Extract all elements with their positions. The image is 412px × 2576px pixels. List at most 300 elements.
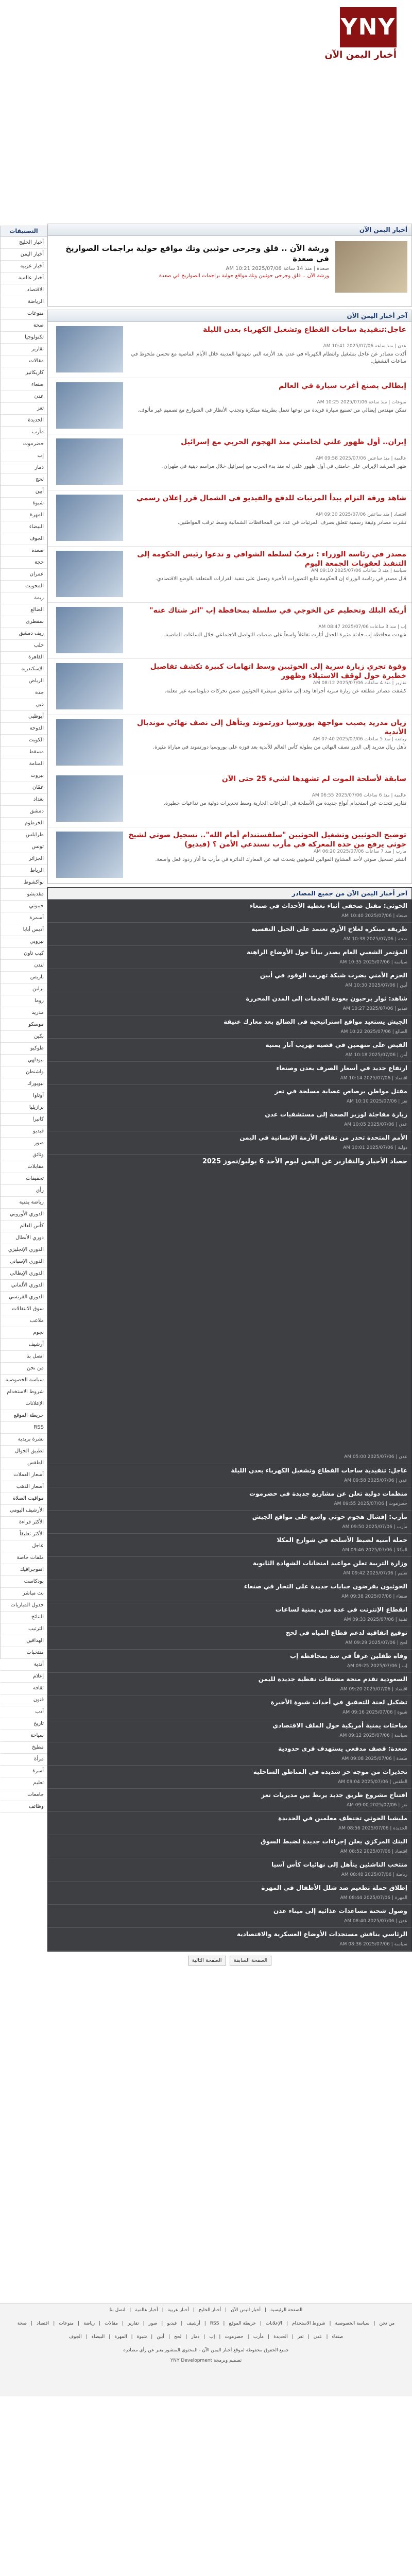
news-title[interactable]: وقوة تجري زيارة سرية إلى الحوثيين وسط اتهامات كبيرة تكشف تفاصيل خطيرة حول لوقف الاستيلاء وظهور: [150, 663, 406, 680]
sidebar-item[interactable]: إعلام: [1, 1671, 47, 1683]
footer-link[interactable]: إب: [209, 2334, 215, 2340]
sidebar-item[interactable]: أسمرة: [1, 912, 47, 924]
next-page-button[interactable]: الصفحة التالية: [188, 1956, 226, 1965]
source-news-item[interactable]: [48, 1626, 411, 1650]
sidebar-item[interactable]: بيروت: [1, 770, 47, 782]
footer-link[interactable]: أخبار اليمن الآن: [231, 2308, 261, 2313]
footer-link[interactable]: شبوة: [136, 2334, 147, 2340]
source-news-meta: سياسة | AM 08:36 2025/07/06: [339, 1942, 407, 1947]
sidebar-item[interactable]: سوق الانتقالات: [1, 1303, 47, 1315]
feature-title[interactable]: ورشة الآن .. قلق وجرحى حوثيين وتك مواقع حولية براجمات الصواريخ في صعدة: [65, 244, 329, 263]
sidebar-item[interactable]: الضالع: [1, 604, 47, 616]
sidebar-item[interactable]: مطبخ: [1, 1742, 47, 1754]
source-news-item[interactable]: [48, 1905, 411, 1928]
sidebar-item[interactable]: أخبار عالمية: [1, 273, 47, 284]
sidebar-item[interactable]: تعليم: [1, 1777, 47, 1789]
latest-news-header: آخر أخبار اليمن الآن: [48, 310, 411, 322]
sidebar-item[interactable]: طوكيو: [1, 1043, 47, 1055]
source-news-title[interactable]: الجيش يستعيد مواقع استراتيجية في الضالع بعد معارك عنيفة: [224, 1018, 407, 1025]
sidebar-item[interactable]: الرباط: [1, 865, 47, 877]
sidebar-item[interactable]: مواقيت الصلاة: [1, 1493, 47, 1505]
source-news-title[interactable]: المؤتمر الشعبي العام يصدر بياناً حول الأوضاع الراهنة: [247, 948, 407, 956]
news-summary: أكدت مصادر عن عاجل بتشغيل وانتظام الكهرباء في عدن بعد الأزمة التي شهدتها المدينة خلال الأيام الماضية مع تحسن ملحوظ في ساعات التشغيل.: [131, 351, 406, 364]
source-news-item[interactable]: [48, 1650, 411, 1673]
sidebar-item[interactable]: دبي: [1, 699, 47, 711]
source-news-title[interactable]: منتخب الناشئين يتأهل إلى نهائيات كأس آسيا: [271, 1861, 407, 1868]
sidebar-item[interactable]: سياسة الخصوصية: [1, 1375, 47, 1386]
footer-link[interactable]: اتصل بنا: [109, 2308, 126, 2313]
source-news-title[interactable]: عاجل: تنفيذية ساحات القطاع وتشغيل الكهرباء بعدن الليلة: [231, 1467, 407, 1474]
source-news-title[interactable]: الرئاسي يناقش مستجدات الأوضاع العسكرية والاقتصادية: [236, 1930, 407, 1938]
sidebar-item[interactable]: البيضاء: [1, 521, 47, 533]
sidebar-item[interactable]: صور: [1, 1138, 47, 1149]
sidebar-item[interactable]: الكويت: [1, 735, 47, 747]
sidebar-item[interactable]: عاجل: [1, 1540, 47, 1552]
sidebar-item[interactable]: مرأة: [1, 1754, 47, 1766]
sidebar-item[interactable]: نيروبي: [1, 936, 47, 948]
source-news-title[interactable]: صعدة: قصف مدفعي يستهدف قرى حدودية: [278, 1745, 407, 1752]
footer-link[interactable]: صحة: [17, 2321, 27, 2326]
sidebar-item[interactable]: كاريكاتير: [1, 367, 47, 379]
news-title[interactable]: زيان مدريد يصيب مواجهة بوروسيا دورتموند ويتأهل إلى نصف نهائي مونديال الأندية: [136, 719, 406, 736]
source-news-title[interactable]: توقيع اتفاقية لدعم قطاع المياه في لحج: [285, 1629, 407, 1636]
footer-link[interactable]: البيضاء: [91, 2334, 105, 2340]
sidebar-item[interactable]: مدريد: [1, 1007, 47, 1019]
source-news-title[interactable]: تشكيل لجنة للتحقيق في أحداث شبوة الأخيرة: [270, 1699, 407, 1706]
source-news-item[interactable]: [48, 992, 411, 1015]
source-news-item[interactable]: [48, 1039, 411, 1062]
sidebar-item[interactable]: مسقط: [1, 747, 47, 758]
logo-mark[interactable]: YNY: [340, 7, 397, 47]
footer-separator: |: [129, 2308, 131, 2313]
source-news-title[interactable]: مقتل مواطن برصاص عصابة مسلحة في تعز: [274, 1088, 407, 1095]
source-news-item[interactable]: [48, 1673, 411, 1696]
source-news-meta: فيديو | AM 10:27 2025/07/06: [342, 1006, 407, 1011]
sidebar-item[interactable]: أديس أبابا: [1, 924, 47, 936]
news-thumbnail[interactable]: [56, 663, 123, 709]
sidebar-item[interactable]: سقطرى: [1, 616, 47, 628]
news-title[interactable]: إيران.. أول ظهور علني لخامنئي منذ الهجوم الحربي مع إسرائيل: [181, 438, 406, 446]
news-item[interactable]: [48, 771, 411, 827]
news-summary: تأهل ريال مدريد إلى الدور نصف النهائي من بطولة كأس العالم للأندية بعد فوزه على بوروسيا دورتموند في مباراة مثيرة.: [152, 744, 406, 750]
footer-link[interactable]: المهرة: [114, 2334, 127, 2340]
sidebar-item[interactable]: الجوف: [1, 533, 47, 545]
source-news-item[interactable]: [48, 1085, 411, 1108]
sidebar-item[interactable]: مأرب: [1, 427, 47, 438]
news-thumbnail[interactable]: [56, 607, 123, 653]
news-meta: مأرب | منذ 7 ساعات AM 06:20 2025/07/06: [313, 849, 406, 854]
news-title[interactable]: مصدر في رئاسة الوزراء : ترقبٌ لسلطة الشوافي و تدعوا رئيس الحكومة إلى التنفيذ لعقوبات الجمعة اليوم: [137, 550, 406, 568]
sidebar-item[interactable]: أسعار الذهب: [1, 1481, 47, 1493]
source-news-title[interactable]: طريقة مبتكرة لعلاج الأرق تعتمد على الحيل النفسية: [251, 925, 407, 933]
site-logo[interactable]: [294, 7, 397, 64]
news-thumbnail[interactable]: [56, 775, 123, 822]
source-news-item[interactable]: [48, 1464, 411, 1487]
source-news-item[interactable]: [48, 1789, 411, 1812]
sidebar-item[interactable]: المنامة: [1, 758, 47, 770]
news-item[interactable]: [48, 378, 411, 434]
footer-link[interactable]: حضرموت: [225, 2334, 244, 2340]
source-news-item[interactable]: [48, 1835, 411, 1858]
news-thumbnail[interactable]: [56, 326, 123, 372]
source-news-item[interactable]: [48, 900, 411, 923]
sidebar-item[interactable]: الرياضة: [1, 296, 47, 308]
sidebar-item[interactable]: الدوري الأوروبي: [1, 1209, 47, 1221]
source-news-title[interactable]: الحوثيون يفرضون جبايات جديدة على التجار في صنعاء: [244, 1583, 407, 1590]
sidebar-item[interactable]: شروط الاستخدام: [1, 1386, 47, 1398]
footer-separator: |: [143, 2321, 145, 2326]
news-thumbnail[interactable]: [56, 382, 123, 429]
news-title[interactable]: إيطالي يصنع أغرب سيارة في العالم: [278, 382, 406, 390]
sidebar-item[interactable]: ملفات خاصة: [1, 1552, 47, 1564]
sidebar-item[interactable]: لحج: [1, 474, 47, 486]
news-meta: إب | منذ 3 ساعات AM 08:47 2025/07/06: [318, 624, 406, 630]
sidebar-item[interactable]: الدوري الإيطالي: [1, 1268, 47, 1280]
sidebar-item[interactable]: منوعات: [1, 308, 47, 320]
more-news-bottom-list: [48, 1464, 411, 1951]
sidebar-item[interactable]: واشنطن: [1, 1066, 47, 1078]
sidebar-item[interactable]: جيبوتي: [1, 901, 47, 912]
sidebar-item[interactable]: الترتيب: [1, 1623, 47, 1635]
footer-link[interactable]: أخبار عربية: [167, 2308, 189, 2313]
source-news-title[interactable]: وزارة التربية تعلن مواعيد امتحانات الشهادة الثانوية: [252, 1560, 407, 1567]
sidebar-item[interactable]: رأي: [1, 1185, 47, 1197]
sidebar-item[interactable]: عمّان: [1, 782, 47, 794]
footer-link[interactable]: خريطة الموقع: [229, 2321, 256, 2326]
source-news-item[interactable]: [48, 946, 411, 969]
sidebar-item[interactable]: صنعاء: [1, 379, 47, 391]
news-item[interactable]: [48, 827, 411, 884]
footer-link[interactable]: تعز: [297, 2334, 304, 2340]
source-news-item[interactable]: [48, 1108, 411, 1131]
sidebar-item[interactable]: تعز: [1, 403, 47, 415]
sidebar-item[interactable]: سياحة: [1, 1730, 47, 1742]
source-news-title[interactable]: القبض على متهمين في قضية تهريب آثار يمنية: [265, 1041, 407, 1048]
sidebar-item[interactable]: جدول المباريات: [1, 1600, 47, 1612]
sidebar-item[interactable]: كأس العالم: [1, 1221, 47, 1232]
news-item[interactable]: [48, 659, 411, 715]
sidebar-item[interactable]: أبين: [1, 486, 47, 498]
sidebar-item[interactable]: الاقتصاد: [1, 284, 47, 296]
news-item[interactable]: [48, 490, 411, 547]
sidebar-item[interactable]: مقابلات: [1, 1161, 47, 1173]
footer-link[interactable]: أبين: [157, 2334, 164, 2340]
footer-separator: |: [122, 2321, 124, 2326]
sidebar-item[interactable]: أبوظبي: [1, 711, 47, 723]
footer-link[interactable]: أرشيف: [186, 2321, 200, 2326]
source-news-meta: عدن | AM 10:05 2025/07/06: [344, 1122, 407, 1127]
sidebar-item[interactable]: فيديو: [1, 1126, 47, 1138]
feature-summary: ورشة الآن .. قلق وجرحى حوثيين وتك مواقع حولية براجمات الصواريخ في صعدة: [159, 273, 329, 279]
sidebar-item[interactable]: أخبار اليمن: [1, 249, 47, 261]
footer-link[interactable]: RSS: [210, 2321, 219, 2326]
sidebar-item[interactable]: إب: [1, 450, 47, 462]
sidebar-item[interactable]: بودكاست: [1, 1576, 47, 1588]
news-title[interactable]: عاجل:تنفيذية ساحات القطاع وتشغيل الكهرباء بعدن الليلة: [203, 326, 406, 334]
sidebar-item[interactable]: أسعار العملات: [1, 1469, 47, 1481]
sidebar-item[interactable]: الدوري الألماني: [1, 1280, 47, 1292]
footer-link[interactable]: مقالات: [105, 2321, 118, 2326]
news-thumbnail[interactable]: [56, 832, 123, 878]
source-news-title[interactable]: مباحثات يمنية أمريكية حول الملف الاقتصادي: [272, 1722, 407, 1729]
sidebar-item[interactable]: مقديشو: [1, 889, 47, 901]
footer-link[interactable]: رياضة: [83, 2321, 95, 2326]
site-footer: [0, 2303, 412, 2396]
feature-meta: صعدة | منذ 14 ساعة AM 10:21 2025/07/06: [226, 266, 329, 272]
source-news-item[interactable]: [48, 1928, 411, 1951]
footer-link[interactable]: تقارير: [127, 2321, 139, 2326]
sidebar-item[interactable]: دمشق: [1, 806, 47, 818]
footer-link[interactable]: الإعلانات: [265, 2321, 282, 2326]
sidebar-item[interactable]: ذمار: [1, 462, 47, 474]
sidebar-item[interactable]: الدوحة: [1, 723, 47, 735]
source-news-meta: رياضة | AM 08:48 2025/07/06: [341, 1872, 407, 1877]
footer-link[interactable]: أخبار عالمية: [135, 2308, 158, 2313]
sidebar-item[interactable]: الأكثر تعليقاً: [1, 1529, 47, 1540]
sidebar-item[interactable]: المهرة: [1, 510, 47, 521]
source-news-title[interactable]: حملة أمنية لضبط الأسلحة في شوارع المكلا: [277, 1536, 407, 1544]
sidebar-item[interactable]: عمران: [1, 569, 47, 581]
source-news-item[interactable]: [48, 969, 411, 992]
logo-tagline[interactable]: أخبار اليمن الآن: [324, 49, 397, 60]
sidebar-item[interactable]: باريس: [1, 972, 47, 984]
sidebar-item[interactable]: بغداد: [1, 794, 47, 806]
sidebar-item[interactable]: أخبار عربية: [1, 261, 47, 273]
news-title[interactable]: شاهد ورقة التزام يبدأ المرتبات للدفع والفيديو في الشمال قرر إعلان رسمي: [136, 494, 406, 502]
footer-separator: |: [203, 2334, 205, 2340]
source-news-title[interactable]: مأرب: إفشال هجوم حوثي واسع على مواقع الجيش: [252, 1513, 407, 1520]
footer-link[interactable]: صور: [148, 2321, 158, 2326]
sidebar-item[interactable]: نجوم: [1, 1327, 47, 1339]
source-news-item[interactable]: [48, 1062, 411, 1085]
sidebar-item[interactable]: خريطة الموقع: [1, 1410, 47, 1422]
sidebar-item[interactable]: ملاعب: [1, 1315, 47, 1327]
sidebar-item[interactable]: دوري الأبطال: [1, 1232, 47, 1244]
footer-link[interactable]: عدن: [313, 2334, 322, 2340]
sidebar-item[interactable]: أخبار الخليج: [1, 237, 47, 249]
sidebar-item[interactable]: تاريخ: [1, 1718, 47, 1730]
sidebar-item[interactable]: ريف دمشق: [1, 628, 47, 640]
sidebar-item[interactable]: أندية: [1, 1659, 47, 1671]
source-news-item[interactable]: [48, 1131, 411, 1155]
source-news-item[interactable]: [48, 923, 411, 946]
sidebar-item[interactable]: برلين: [1, 984, 47, 995]
source-news-item[interactable]: [48, 1511, 411, 1534]
source-news-title[interactable]: زيارة مفاجئة لوزير الصحة إلى مستشفيات عدن: [265, 1111, 407, 1118]
source-news-title[interactable]: الحوثي: مقتل صحفي أثناء تغطية الأحداث في صنعاء: [249, 902, 407, 909]
news-thumbnail[interactable]: [56, 495, 123, 541]
sidebar-item[interactable]: كيب تاون: [1, 948, 47, 960]
sidebar-item[interactable]: جدة: [1, 687, 47, 699]
sidebar-item[interactable]: جامعات: [1, 1789, 47, 1801]
sidebar-item[interactable]: الهدافين: [1, 1635, 47, 1647]
footer-link[interactable]: سياسة الخصوصية: [335, 2321, 370, 2326]
sidebar-item[interactable]: الإعلانات: [1, 1398, 47, 1410]
sidebar-item[interactable]: بث مباشر: [1, 1588, 47, 1600]
source-news-item[interactable]: [48, 1766, 411, 1789]
prev-page-button[interactable]: الصفحة السابقة: [230, 1956, 272, 1965]
news-item[interactable]: [48, 603, 411, 659]
footer-link[interactable]: فيديو: [167, 2321, 177, 2326]
sidebar-item[interactable]: الدوري الفرنسي: [1, 1292, 47, 1303]
sidebar-item[interactable]: الدوري الإنجليزي: [1, 1244, 47, 1256]
source-news-title[interactable]: وفاة طفلين غرقاً في سد بمحافظة إب: [290, 1652, 407, 1659]
news-item[interactable]: [48, 715, 411, 771]
sidebar-item[interactable]: كانبرا: [1, 1114, 47, 1126]
sidebar-item[interactable]: صعدة: [1, 545, 47, 557]
source-news-title[interactable]: السعودية تقدم منحة مشتقات نفطية جديدة لليمن: [258, 1675, 407, 1683]
source-news-item[interactable]: [48, 1487, 411, 1511]
sidebar-item[interactable]: تحقيقات: [1, 1173, 47, 1185]
sidebar-item[interactable]: الإسكندرية: [1, 664, 47, 675]
sidebar-item[interactable]: RSS: [1, 1422, 47, 1434]
footer-link[interactable]: منوعات: [59, 2321, 74, 2326]
source-news-title[interactable]: ارتفاع جديد في أسعار الصرف بعدن وصنعاء: [276, 1064, 407, 1072]
source-news-item[interactable]: [48, 1534, 411, 1557]
feature-article[interactable]: [48, 236, 411, 306]
sidebar-item[interactable]: طرابلس: [1, 829, 47, 841]
source-news-item[interactable]: [48, 1742, 411, 1766]
news-item[interactable]: [48, 547, 411, 603]
sidebar-item[interactable]: حضرموت: [1, 438, 47, 450]
sidebar-item[interactable]: تونس: [1, 841, 47, 853]
source-news-item[interactable]: [48, 1557, 411, 1580]
sidebar-item[interactable]: نيويورك: [1, 1078, 47, 1090]
sidebar-item[interactable]: مقالات: [1, 355, 47, 367]
sidebar-item[interactable]: الخرطوم: [1, 818, 47, 829]
source-news-meta: سياسة | AM 10:35 2025/07/06: [339, 960, 407, 965]
sidebar-item[interactable]: تكنولوجيا: [1, 332, 47, 344]
sidebar-item[interactable]: النتائج: [1, 1612, 47, 1623]
news-thumbnail[interactable]: [56, 719, 123, 766]
sidebar-item[interactable]: أوتاوا: [1, 1090, 47, 1102]
news-title[interactable]: سابقة لأسلحة الموت لم تشهدها لشيء 25 حتى الآن: [221, 775, 406, 783]
footer-link[interactable]: الجوف: [68, 2334, 82, 2340]
sidebar-item[interactable]: صحة: [1, 320, 47, 332]
footer-link[interactable]: من نحن: [379, 2321, 395, 2326]
source-news-item[interactable]: [48, 1882, 411, 1905]
source-news-meta: إب | AM 09:25 2025/07/06: [347, 1664, 407, 1669]
source-news-title[interactable]: الأمم المتحدة تحذر من تفاقم الأزمة الإنسانية في اليمن: [239, 1134, 407, 1141]
sidebar-item[interactable]: روما: [1, 995, 47, 1007]
sidebar-item[interactable]: وظائف: [1, 1801, 47, 1813]
sidebar-item[interactable]: الحديدة: [1, 415, 47, 427]
sidebar-item[interactable]: الجزائر: [1, 853, 47, 865]
sidebar-item[interactable]: أسرة: [1, 1766, 47, 1777]
news-item[interactable]: [48, 434, 411, 490]
sidebar-item[interactable]: اتصل بنا: [1, 1351, 47, 1363]
news-title[interactable]: توضيح الحوثيين وتشغيل الحوثيين "سلفستندام أمام الله".. تسجيل صوتي لشيخ حوثي يرفع من حدة المعركة في مأرب تستدعي الأمن ؟ (فيديو): [128, 831, 406, 849]
sidebar-item[interactable]: أرشيف: [1, 1339, 47, 1351]
sidebar-item[interactable]: حجة: [1, 557, 47, 569]
footer-separator: |: [78, 2321, 80, 2326]
news-meta: عدن | منذ ساعة AM 10:41 2025/07/06: [323, 344, 406, 349]
news-item[interactable]: [48, 322, 411, 378]
sidebar-item[interactable]: نيودلهي: [1, 1055, 47, 1066]
sidebar-item[interactable]: حلب: [1, 640, 47, 652]
sidebar-item[interactable]: انفوجرافيك: [1, 1564, 47, 1576]
source-news-title[interactable]: افتتاح مشروع طريق جديد يربط بين مديريات تعز: [261, 1791, 407, 1799]
footer-link[interactable]: أخبار الخليج: [198, 2308, 221, 2313]
sidebar-item[interactable]: أدب: [1, 1706, 47, 1718]
sidebar-item[interactable]: رياضة يمنية: [1, 1197, 47, 1209]
sidebar-item[interactable]: منتخبات: [1, 1647, 47, 1659]
sidebar-item[interactable]: الأرشيف اليومي: [1, 1505, 47, 1517]
footer-links-main: [0, 2303, 412, 2317]
sidebar-item[interactable]: القاهرة: [1, 652, 47, 664]
sidebar-item[interactable]: برازيليا: [1, 1102, 47, 1114]
source-news-item[interactable]: [48, 1696, 411, 1719]
footer-link[interactable]: شروط الاستخدام: [291, 2321, 325, 2326]
footer-separator: |: [286, 2321, 288, 2326]
source-news-item[interactable]: [48, 1603, 411, 1626]
source-news-title[interactable]: تحذيرات من موجة حر شديدة في المناطق الساحلية: [253, 1768, 407, 1775]
source-news-title[interactable]: البنك المركزي يعلن إجراءات جديدة لضبط السوق: [260, 1838, 407, 1845]
sidebar-item[interactable]: الرياض: [1, 675, 47, 687]
footer-link[interactable]: الصفحة الرئيسية: [270, 2308, 303, 2313]
source-news-title[interactable]: وصول شحنة مساعدات غذائية إلى ميناء عدن: [273, 1907, 407, 1914]
source-news-title[interactable]: انقطاع الإنترنت في عدة مدن يمنية لساعات: [275, 1606, 407, 1613]
source-news-title[interactable]: إطلاق حملة تطعيم ضد شلل الأطفال في المهرة: [261, 1884, 407, 1891]
sidebar-item[interactable]: بكين: [1, 1031, 47, 1043]
source-news-item[interactable]: [48, 1015, 411, 1039]
footer-link[interactable]: الحديدة: [273, 2334, 288, 2340]
sidebar-item[interactable]: ريمة: [1, 592, 47, 604]
footer-link[interactable]: ذمار: [191, 2334, 200, 2340]
footer-separator: |: [151, 2334, 153, 2340]
news-thumbnail[interactable]: [56, 438, 123, 485]
sidebar-item[interactable]: عدن: [1, 391, 47, 403]
source-news-meta: تعليم | AM 09:42 2025/07/06: [343, 1571, 407, 1576]
sidebar-item[interactable]: الأكثر قراءة: [1, 1517, 47, 1529]
sidebar-item[interactable]: نواكشوط: [1, 877, 47, 889]
source-news-item[interactable]: [48, 1812, 411, 1835]
sidebar-item[interactable]: نشرة بريدية: [1, 1434, 47, 1446]
source-news-title[interactable]: شاهد: ثوار يرحبون بعودة الخدمات إلى المدن المحررة: [246, 995, 407, 1002]
sidebar-item[interactable]: ثقافة: [1, 1683, 47, 1694]
source-news-title[interactable]: منظمات دولية تعلن عن مشاريع جديدة في حضرموت: [249, 1490, 407, 1497]
news-summary: انتشر تسجيل صوتي لأحد المشايخ الموالين للحوثيين يتحدث فيه عن المعارك الدائرة في مأرب ما أثار ردود فعل واسعة.: [155, 857, 406, 862]
footer-link[interactable]: لحج: [174, 2334, 182, 2340]
sidebar-item[interactable]: شبوة: [1, 498, 47, 510]
news-thumbnail[interactable]: [56, 551, 123, 597]
sidebar-item[interactable]: تطبيق الجوال: [1, 1446, 47, 1458]
footer-link[interactable]: مأرب: [253, 2334, 264, 2340]
sidebar-item[interactable]: الطقس: [1, 1458, 47, 1469]
source-news-item[interactable]: [48, 1858, 411, 1882]
sidebar-item[interactable]: الدوري الإسباني: [1, 1256, 47, 1268]
footer-link[interactable]: صنعاء: [332, 2334, 344, 2340]
big-news-title[interactable]: حصاد الأخبار والتقارير عن اليمن ليوم الأحد 6 يوليو/تموز 2025: [202, 1158, 407, 1165]
sidebar-item[interactable]: لندن: [1, 960, 47, 972]
source-news-meta: عدن | AM 09:58 2025/07/06: [344, 1478, 407, 1483]
source-news-title[interactable]: مليشيا الحوثي تختطف معلمين في الحديدة: [278, 1815, 407, 1822]
source-news-title[interactable]: الحزم الأمني يضرب شبكة تهريب الوقود في أبين: [260, 972, 407, 979]
sidebar-item[interactable]: موسكو: [1, 1019, 47, 1031]
news-title[interactable]: أريكة البلك وتحطيم عن الخوجي في سلسلة بمحافظة إب "اتر شتاك عنه": [149, 606, 406, 615]
source-news-item[interactable]: [48, 1580, 411, 1603]
sidebar-item[interactable]: فنون: [1, 1694, 47, 1706]
pagination: [47, 1952, 412, 1970]
footer-link[interactable]: اقتصاد: [37, 2321, 49, 2326]
source-news-item[interactable]: [48, 1719, 411, 1742]
feature-thumbnail[interactable]: [335, 241, 407, 293]
big-news-item[interactable]: [48, 1155, 411, 1464]
sidebar-item[interactable]: المحويت: [1, 581, 47, 592]
sidebar-item[interactable]: تقارير: [1, 344, 47, 355]
sidebar-item[interactable]: وثائق: [1, 1149, 47, 1161]
sidebar-item[interactable]: من نحن: [1, 1363, 47, 1375]
